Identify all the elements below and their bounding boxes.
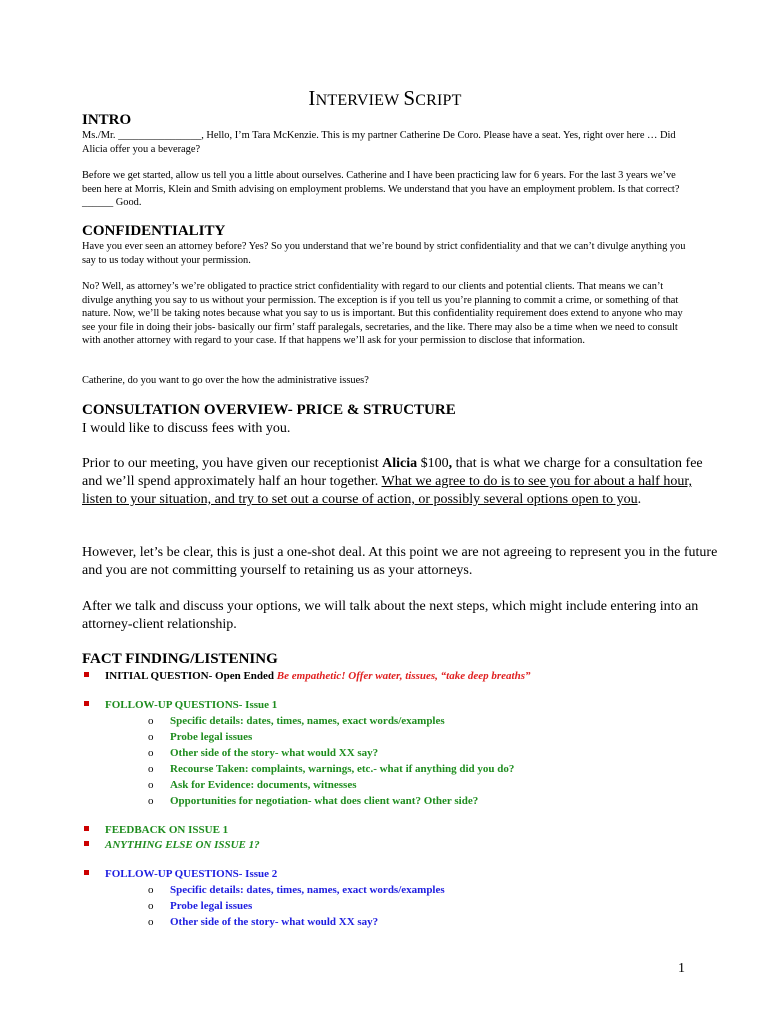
followup-issue2-bullet: FOLLOW-UP QUESTIONS- Issue 2	[82, 867, 277, 881]
square-bullet-icon	[84, 870, 89, 875]
anything-else-bullet: ANYTHING ELSE ON ISSUE 1?	[82, 838, 260, 852]
consultation-paragraph-3: However, let’s be clear, this is just a one-shot deal. At this point we are not agreeing to represent you in the future and you are not committing yourself to retaining us as your attorneys.	[82, 545, 718, 578]
initial-question-bullet: INITIAL QUESTION- Open Ended Be empathetic! Offer water, tissues, “take deep breaths”	[82, 669, 531, 683]
fact-finding-heading: FACT FINDING/LISTENING	[82, 651, 278, 667]
agreement-underlined-text: What we agree to do is to see you for about a half hour, listen to your situation, and try to set out a course of action, or possibly several options open to you	[82, 474, 692, 507]
empathy-note: Be empathetic! Offer water, tissues, “take deep breaths”	[276, 670, 531, 682]
consultation-heading: CONSULTATION OVERVIEW- PRICE & STRUCTURE	[82, 402, 456, 418]
page-number: 1	[678, 961, 685, 976]
followup1-item: o Opportunities for negotiation- what does client want? Other side?	[148, 795, 479, 807]
intro-paragraph-2: Before we get started, allow us tell you a little about ourselves. Catherine and I have been practicing law for 6 years. For the last 3 years we’ve been here at Morris, Klein and Smith advising on employment problems. We understand that you have an employment problem. Is that correct? ______ Good.	[82, 170, 680, 209]
confidentiality-heading: CONFIDENTIALITY	[82, 223, 226, 239]
followup2-item: o Specific details: dates, times, names, exact words/examples	[148, 884, 445, 896]
followup1-item: o Probe legal issues	[148, 731, 253, 743]
feedback-issue1-bullet: FEEDBACK ON ISSUE 1	[82, 823, 228, 837]
square-bullet-icon	[84, 841, 89, 846]
consultation-paragraph-4: After we talk and discuss your options, we will talk about the next steps, which might include entering into an attorney-client relationship.	[82, 599, 699, 632]
square-bullet-icon	[84, 826, 89, 831]
followup1-item: o Recourse Taken: complaints, warnings, etc.- what if anything did you do?	[148, 763, 515, 775]
confidentiality-paragraph-2: No? Well, as attorney’s we’re obligated to practice strict confidentiality with regard to our clients and potential clients. That means we can’t divulge anything you say to us without your permission. The exception is if you tell us you’re planning to commit a crime, or something of that nature. Now, we’ll be taking notes because what you say to us is important. But this confidentiality requirement does extend to anyone who may see your file in doing their jobs- basically our firm’ staff paralegals, secretaries, and the like. There may also be a time when we need to consult with another attorney with regard to your case. If that happens we’ll ask for your permission to disclose that information.	[82, 281, 683, 347]
followup1-item: o Ask for Evidence: documents, witnesses	[148, 779, 357, 791]
consultation-paragraph-2: Prior to our meeting, you have given our receptionist Alicia $100, that is what we charge for a consultation fee and we’ll spend approximately half an hour together. What we agree to do is to see you for about a half hour, listen to your situation, and try to set out a course of action, or possibly several options open to you.	[82, 456, 703, 507]
consultation-paragraph-1: I would like to discuss fees with you.	[82, 421, 291, 436]
receptionist-name: Alicia	[382, 456, 418, 471]
square-bullet-icon	[84, 672, 89, 677]
intro-paragraph-1: Ms./Mr. ________________, Hello, I’m Tara McKenzie. This is my partner Catherine De Coro. Please have a seat. Yes, right over here … Did Alicia offer you a beverage?	[82, 130, 676, 155]
followup-issue1-bullet: FOLLOW-UP QUESTIONS- Issue 1	[82, 698, 277, 712]
followup2-item: o Probe legal issues	[148, 900, 253, 912]
followup2-item: o Other side of the story- what would XX say?	[148, 916, 379, 928]
followup1-item: o Specific details: dates, times, names, exact words/examples	[148, 715, 445, 727]
confidentiality-paragraph-1: Have you ever seen an attorney before? Yes? So you understand that we’re bound by strict confidentiality and that we can’t divulge anything you say to us today without your permission.	[82, 241, 686, 266]
confidentiality-paragraph-3: Catherine, do you want to go over the how the administrative issues?	[82, 375, 369, 386]
square-bullet-icon	[84, 701, 89, 706]
intro-heading: INTRO	[82, 112, 132, 128]
document-title: INTERVIEW SCRIPT	[308, 86, 462, 110]
followup1-item: o Other side of the story- what would XX say?	[148, 747, 379, 759]
